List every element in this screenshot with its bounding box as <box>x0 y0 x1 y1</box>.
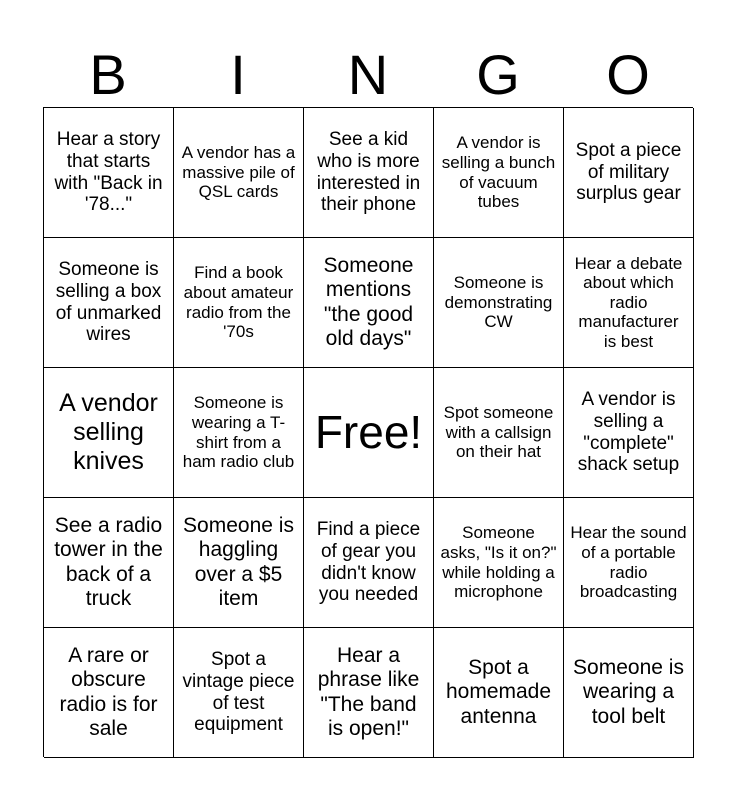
bingo-cell[interactable] <box>304 108 434 238</box>
cell-text: Someone asks, "Is it on?" while holding a microphone <box>440 523 557 602</box>
bingo-cell[interactable] <box>174 368 304 498</box>
bingo-cell[interactable] <box>564 628 694 758</box>
cell-text: Spot a homemade antenna <box>445 656 552 728</box>
bingo-cell[interactable] <box>564 368 694 498</box>
cell-text: Someone mentions "the good old days" <box>323 254 414 350</box>
bingo-cell[interactable] <box>434 238 564 368</box>
cell-text: Someone is haggling over a $5 item <box>183 514 294 610</box>
bingo-cell[interactable] <box>44 368 174 498</box>
cell-text: A rare or obscure radio is for sale <box>59 644 158 740</box>
bingo-cell[interactable] <box>44 498 174 628</box>
free-space-cell[interactable] <box>304 368 434 498</box>
bingo-board <box>43 107 693 757</box>
cell-text: A vendor is selling a "complete" shack setup <box>577 388 680 476</box>
free-space-text: Free! <box>314 406 423 459</box>
title-letter-i: I <box>230 43 246 106</box>
bingo-cell[interactable] <box>564 498 694 628</box>
bingo-cell[interactable] <box>304 628 434 758</box>
cell-text: See a radio tower in the back of a truck <box>54 514 163 610</box>
bingo-title <box>43 44 693 106</box>
bingo-cell[interactable] <box>434 368 564 498</box>
cell-text: Someone is wearing a T-shirt from a ham radio club <box>182 393 295 472</box>
bingo-cell[interactable] <box>174 108 304 238</box>
title-letter-g: G <box>476 43 520 106</box>
bingo-cell[interactable] <box>174 628 304 758</box>
cell-text: Someone is demonstrating CW <box>444 273 553 332</box>
cell-text: Hear a phrase like "The band is open!" <box>317 644 420 740</box>
cell-text: Hear a story that starts with "Back in '78..." <box>54 128 163 216</box>
bingo-cell[interactable] <box>434 628 564 758</box>
bingo-cell[interactable] <box>434 108 564 238</box>
cell-text: Find a book about amateur radio from the '70s <box>183 263 294 342</box>
bingo-cell[interactable] <box>564 108 694 238</box>
cell-text: Spot a vintage piece of test equipment <box>182 648 295 736</box>
bingo-cell[interactable] <box>304 238 434 368</box>
bingo-cell[interactable] <box>44 238 174 368</box>
cell-text: Find a piece of gear you didn't know you needed <box>316 518 421 606</box>
bingo-cell[interactable] <box>564 238 694 368</box>
title-letter-o: O <box>606 43 650 106</box>
title-letter-n: N <box>347 43 389 106</box>
cell-text: Hear a debate about which radio manufacturer is best <box>574 253 683 351</box>
cell-text: Someone is selling a box of unmarked wires <box>55 258 162 346</box>
bingo-cell[interactable] <box>174 498 304 628</box>
cell-text: A vendor selling knives <box>59 389 158 475</box>
cell-text: Hear the sound of a portable radio broadcasting <box>570 523 687 602</box>
bingo-cell[interactable] <box>304 498 434 628</box>
cell-text: A vendor is selling a bunch of vacuum tubes <box>441 133 556 212</box>
cell-text: Spot a piece of military surplus gear <box>575 139 682 205</box>
cell-text: Spot someone with a callsign on their hat <box>443 403 554 462</box>
bingo-cell[interactable] <box>174 238 304 368</box>
cell-text: See a kid who is more interested in their phone <box>316 128 421 216</box>
bingo-cell[interactable] <box>44 108 174 238</box>
bingo-cell[interactable] <box>44 628 174 758</box>
bingo-cell[interactable] <box>434 498 564 628</box>
title-letter-b: B <box>89 43 127 106</box>
cell-text: Someone is wearing a tool belt <box>573 656 684 728</box>
cell-text: A vendor has a massive pile of QSL cards <box>181 143 296 202</box>
